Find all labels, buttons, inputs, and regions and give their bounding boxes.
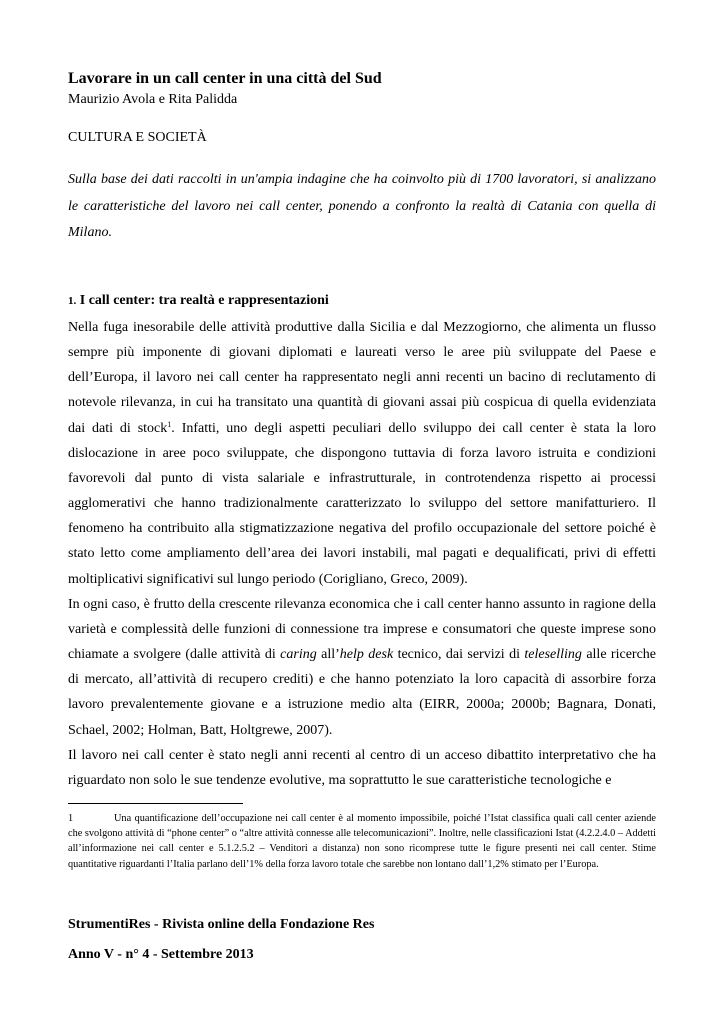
footnote <box>68 811 656 872</box>
issue-info: Anno V - n° 4 - Settembre 2013 <box>68 947 254 962</box>
section-tag: CULTURA E SOCIETÀ <box>68 130 207 145</box>
term-teleselling: teleselling <box>524 647 582 663</box>
paragraph-3: Il lavoro nei call center è stato negli anni recenti al centro di un acceso dibattito interpretativo che ha riguardato non solo le sue tendenze evolutive, ma soprattutto le sue caratteristiche tecnologiche e <box>68 747 656 788</box>
footnote-number: 1 <box>68 813 74 824</box>
paragraph-2-part-b: all’ <box>316 647 340 663</box>
term-caring: caring <box>280 647 317 663</box>
paragraph-2 <box>68 592 656 743</box>
paragraph-1 <box>68 315 656 592</box>
footnote-text: Una quantificazione dell’occupazione nei call center è al momento impossibile, poiché l’Istat classifica quali call center aziende che svolgono attività di “phone center” o “altre attività connesse alle telecomunicazioni”. Inoltre, nelle classificazioni Istat (4.2.2.4.0 – Addetti all’informazione nei call center e 5.1.2.5.2 – Venditori a distanza) non sono ricomprese tutte le figure presenti nei call center. Stime quantitative riguardanti l’Italia parlano dell’1% della forza lavoro totale che sarebbe non lontano dall’1,2% stimato per l’Europa. <box>68 813 656 870</box>
article-title: Lavorare in un call center in una città del Sud <box>68 70 382 87</box>
term-help-desk: help desk <box>339 647 394 663</box>
paragraph-1-part-a: Nella fuga inesorabile delle attività produttive dalla Sicilia e dal Mezzogiorno, che alimenta un flusso sempre più imponente di giovani diplomati e laureati verso le aree più sviluppate del Paese e dell’Europa, il lavoro nei call center ha rappresentato negli anni recenti un bacino di reclutamento di notevole rilevanza, in cui ha transitato una quantità di giovani assai più cospicua di quella evidenziata dai dati di stock <box>68 320 656 436</box>
footnote-divider <box>68 803 243 804</box>
section-heading-text: I call center: tra realtà e rappresentazioni <box>79 293 329 308</box>
section-heading <box>68 293 329 309</box>
paragraph-2-part-a: In ogni caso, è frutto della crescente rilevanza economica che i call center hanno assunto in ragione della varietà e complessità delle funzioni di connessione tra imprese e consumatori che queste imprese sono chiamate a svolgere (dalle attività di <box>68 596 656 663</box>
paragraph-1-part-b: . Infatti, uno degli aspetti peculiari dello sviluppo dei call center è stata la loro dislocazione in aree poco sviluppate, che dispongono tuttavia di forza lavoro istruita e condizioni favorevoli dal punto di vista salariale e infrastrutturale, in controtendenza rispetto ai processi agglomerativi che hanno tradizionalmente caratterizzato lo sviluppo del settore manifatturiero. Il fenomeno ha contribuito alla stigmatizzazione negativa del profilo occupazionale del settore poiché è stato letto come ampliamento dell’area dei lavori instabili, mal pagati e dequalificati, privi di effetti moltiplicativi significativi sul lungo periodo (Corigliano, Greco, 2009). <box>68 420 656 587</box>
abstract: Sulla base dei dati raccolti in un'ampia indagine che ha coinvolto più di 1700 lavoratori, si analizzano le caratteristiche del lavoro nei call center, ponendo a confronto la realtà di Catania con quella di Milano. <box>68 172 656 240</box>
body-text <box>68 315 656 793</box>
journal-name: StrumentiRes - Rivista online della Fondazione Res <box>68 917 375 932</box>
footnote-reference[interactable]: 1 <box>167 419 172 429</box>
article-authors: Maurizio Avola e Rita Palidda <box>68 92 238 107</box>
section-number: 1. <box>68 295 77 307</box>
paragraph-2-part-d: alle ricerche di mercato, all’attività di recupero crediti) e che hanno potenziato la loro capacità di assorbire forza lavoro prevalentemente giovane e a istruzione medio alta (EIRR, 2000a; 2000b; Bagnara, Donati, Schael, 2002; Holman, Batt, Holtgrewe, 2007). <box>68 647 657 738</box>
paragraph-2-part-c: tecnico, dai servizi di <box>393 647 525 663</box>
